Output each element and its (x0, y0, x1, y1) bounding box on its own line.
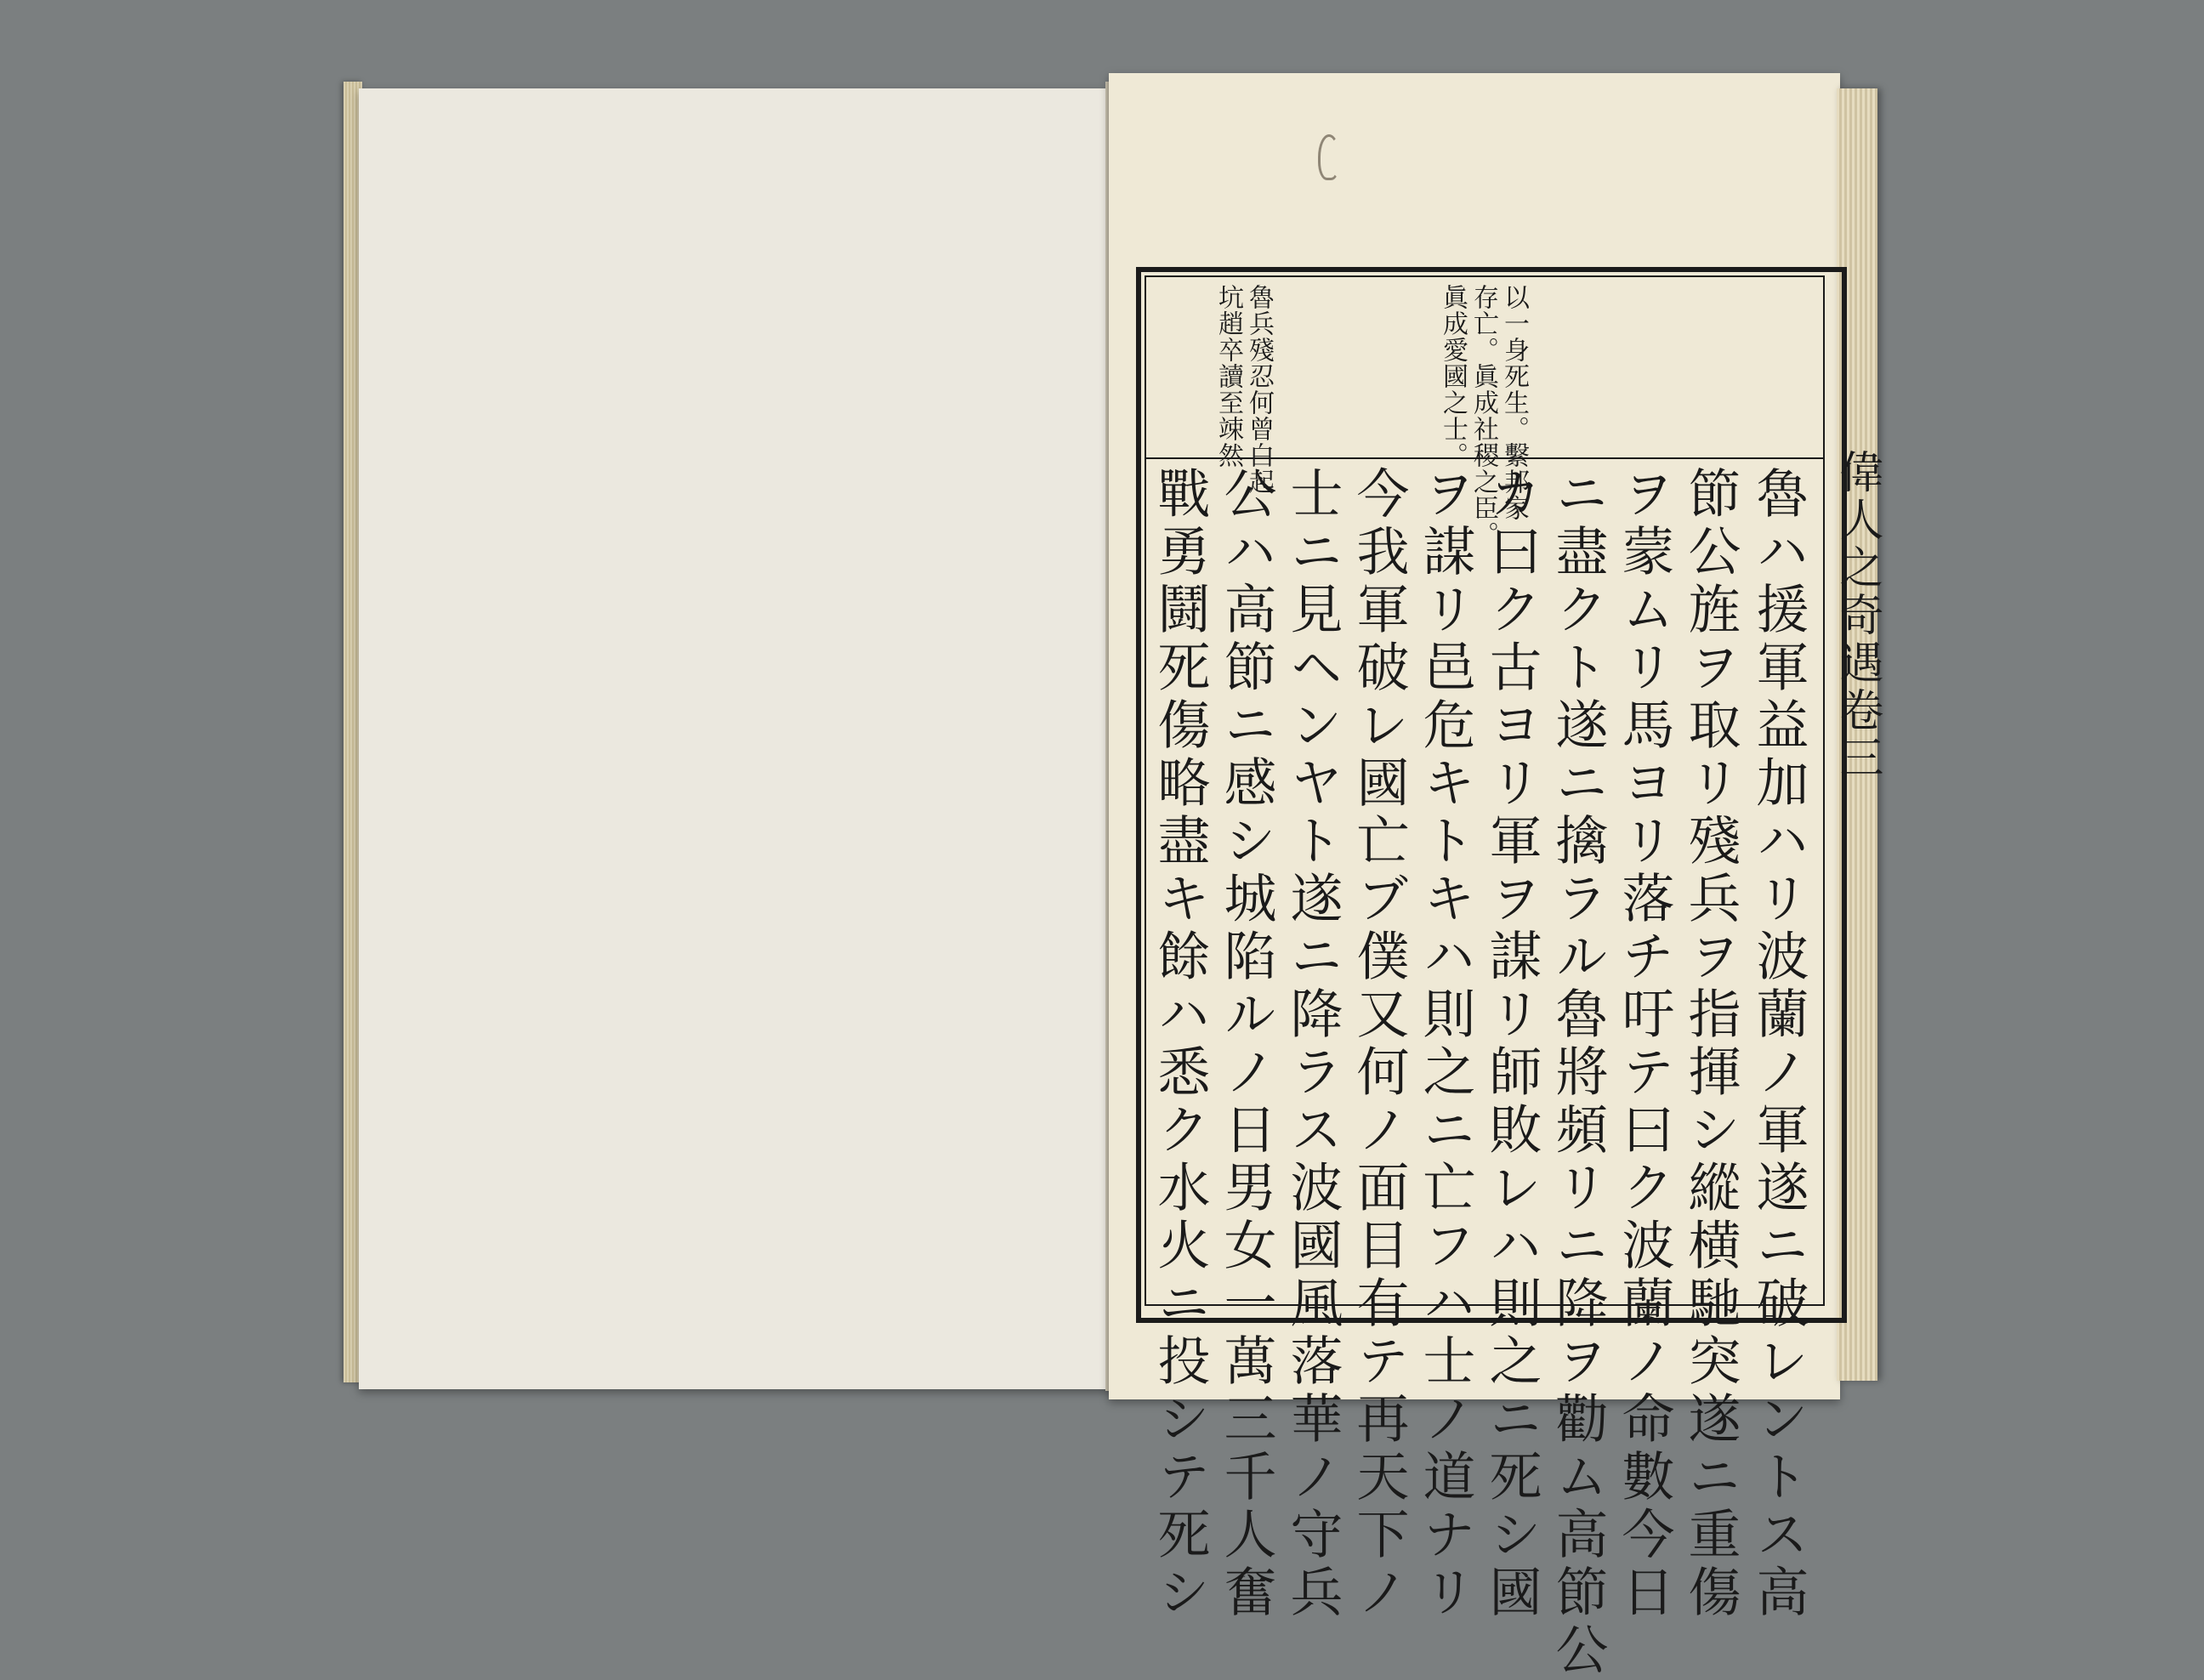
text-column: 節公旌ヲ取リ殘兵ヲ指揮シ縱横馳突遂ニ重傷 (1679, 466, 1741, 1622)
paper-crease-mark (1318, 134, 1340, 180)
headnote-line: 魯兵殘忍何曾白起 (1244, 284, 1274, 495)
text-column: ニ盡クト遂ニ擒ラル魯將頻リニ降ヲ勸ム高節公 (1547, 466, 1609, 1680)
book-title-label: 偉人之奇遇卷三 (1832, 449, 1883, 782)
text-column: 公ハ高節ニ感シ城陷ルノ日男女一萬三千人奮 (1215, 466, 1277, 1622)
text-column: ヲ謀リ邑危キトキハ則之ニ亡フハ士ノ道ナリ (1414, 466, 1476, 1622)
headnote-line: 坑趙卒讀至竦然 (1213, 284, 1243, 468)
text-column: 戰勇鬪死傷略盡キ餘ハ悉ク水火ニ投シテ死シ (1149, 466, 1211, 1622)
text-column: 士ニ見ヘンヤト遂ニ降ラス波國風落華ノ守兵 (1281, 466, 1343, 1622)
text-column: ヲ蒙ムリ馬ヨリ落チ吁テ曰ク波蘭ノ命數今日 (1613, 466, 1675, 1622)
headnote-line: 眞成愛國之士。 (1438, 284, 1468, 468)
text-column: 今我軍破レ國亡ブ僕又何ノ面目有テ再天下ノ (1348, 466, 1410, 1622)
blank-left-page (359, 88, 1116, 1389)
text-column: カ曰ク古ヨリ軍ヲ謀リ師敗レハ則之ニ死シ國 (1480, 466, 1542, 1622)
text-column: 魯ハ援軍益加ハリ波蘭ノ軍遂ニ破レントス高 (1747, 466, 1809, 1622)
headnote-line: 以一身死生。繫邦家 (1499, 284, 1529, 521)
headnote-line: 存亡。眞成社稷之臣。 (1468, 284, 1498, 548)
